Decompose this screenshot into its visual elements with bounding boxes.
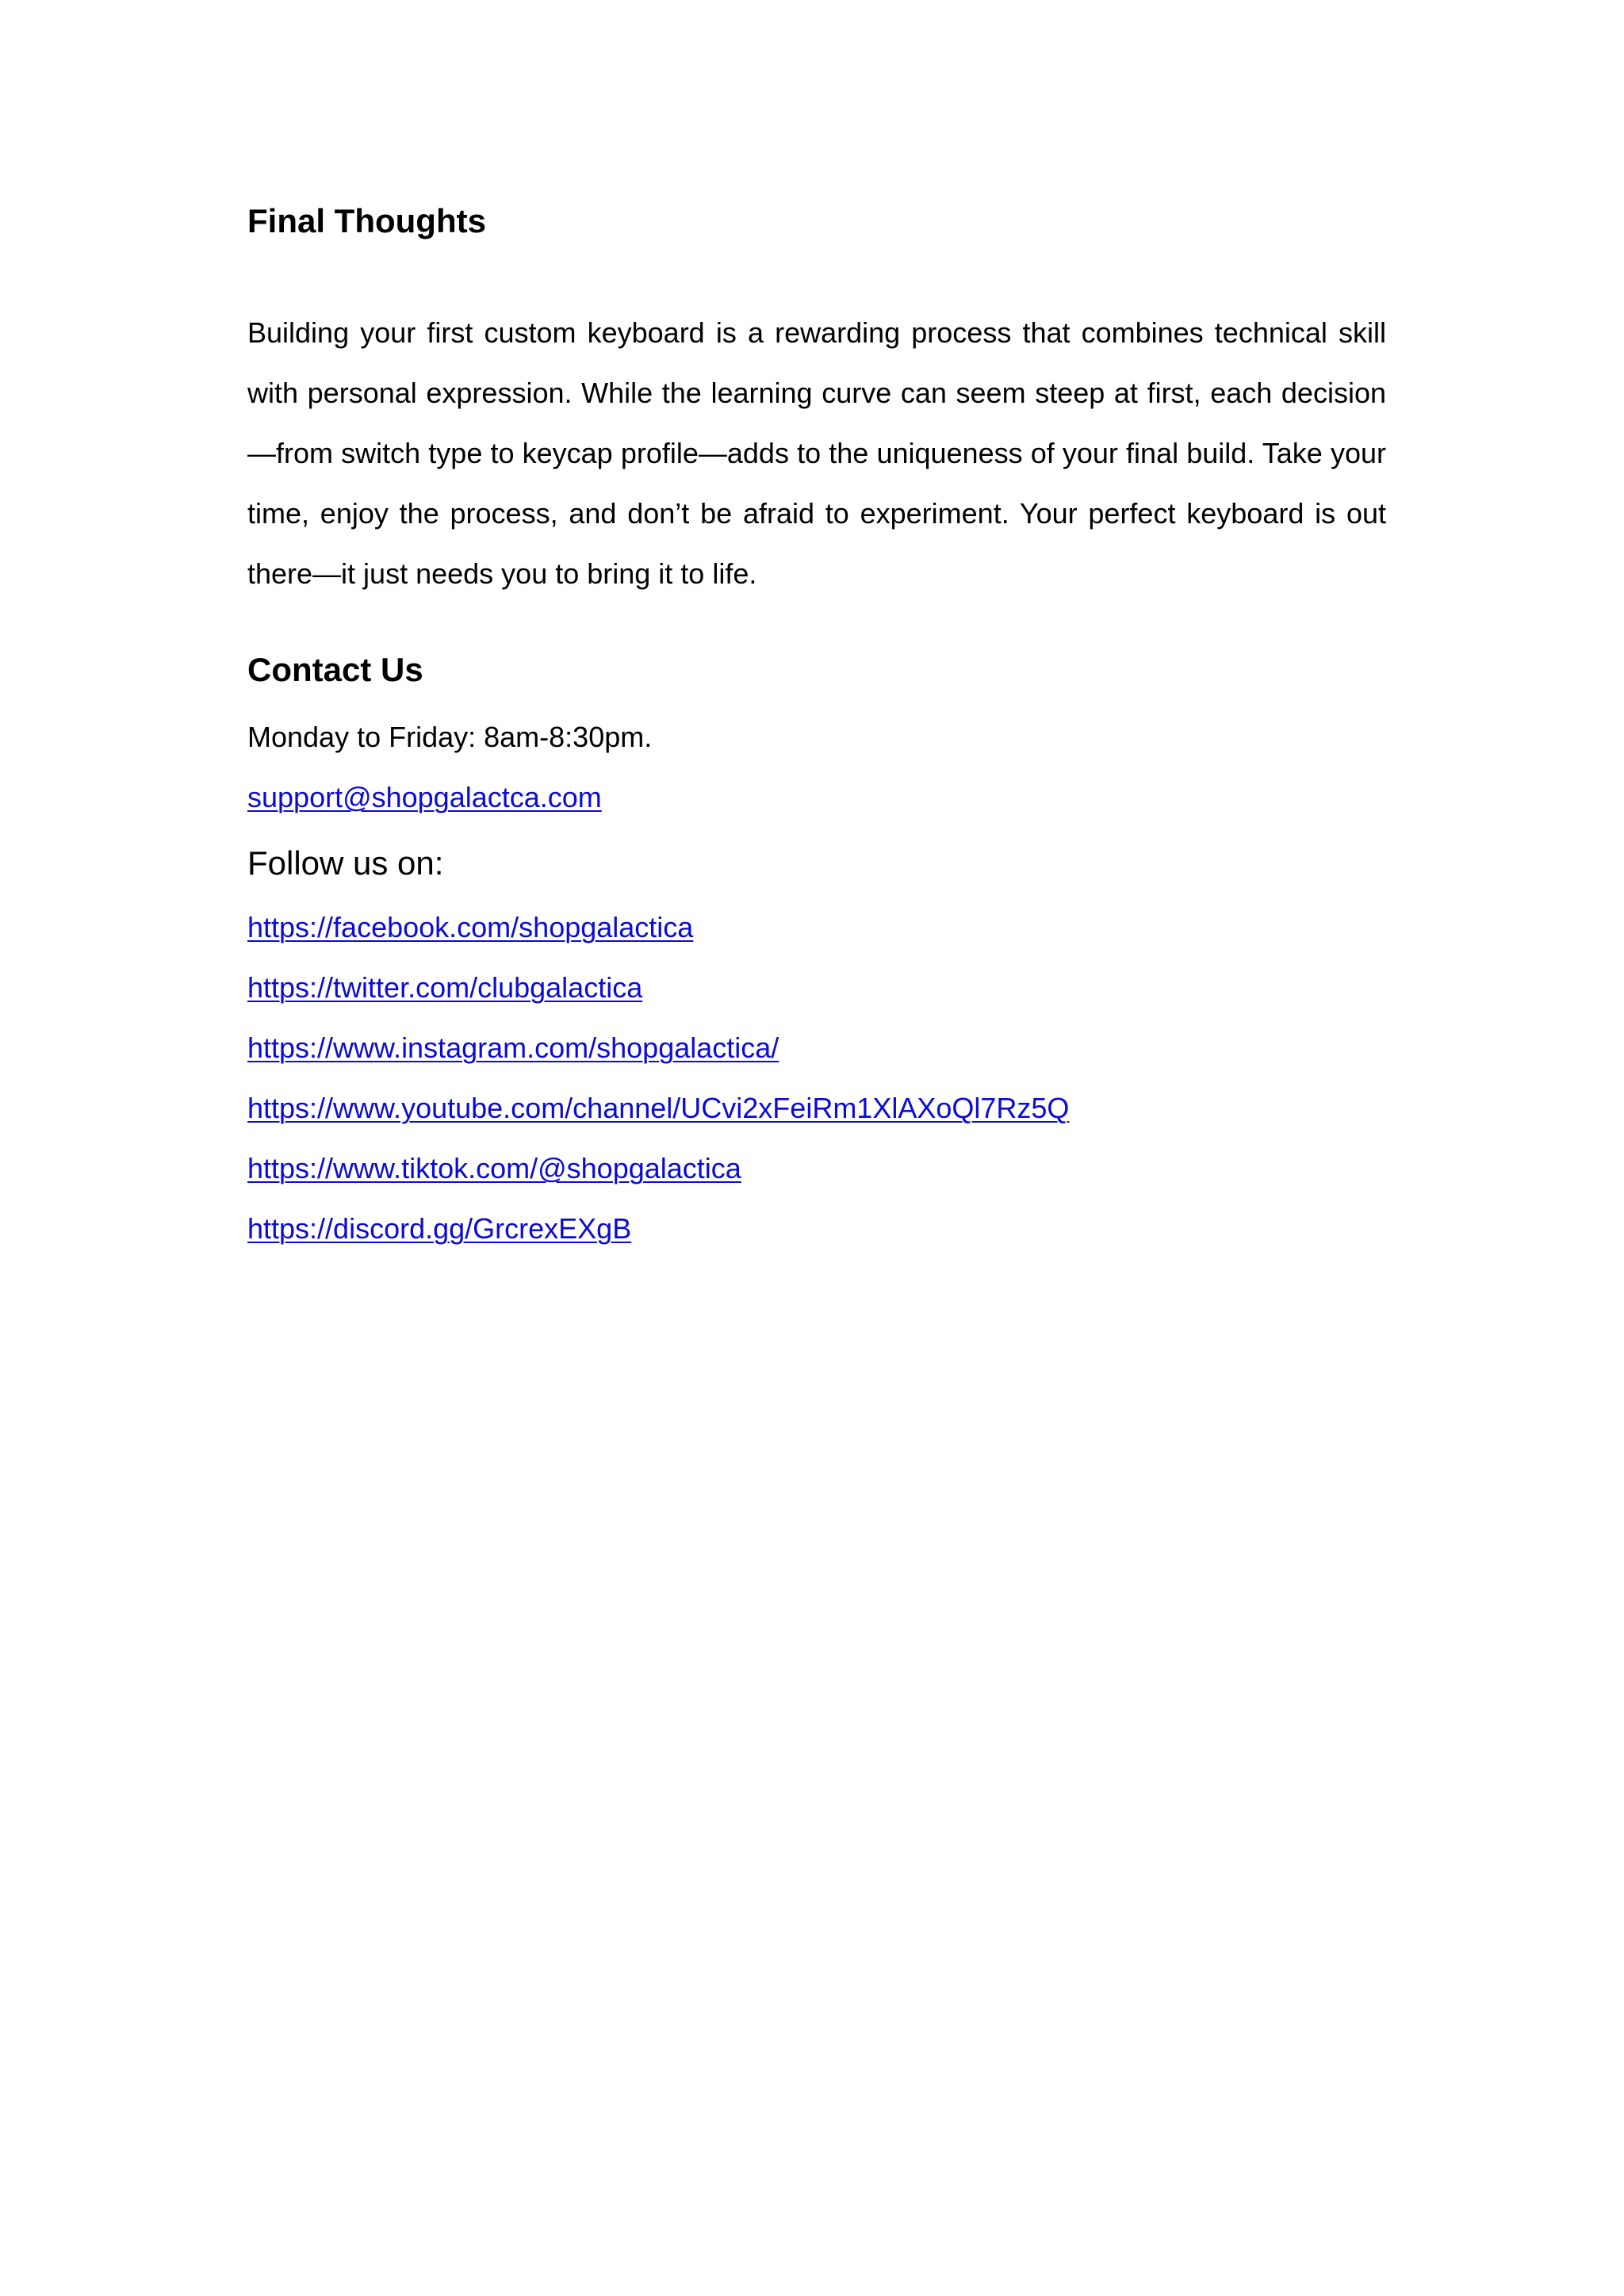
discord-link[interactable]: https://discord.gg/GrcrexEXgB xyxy=(247,1212,632,1245)
youtube-link[interactable]: https://www.youtube.com/channel/UCvi2xFeiRm1XlAXoQl7Rz5Q xyxy=(247,1092,1070,1124)
social-link-row xyxy=(247,1150,741,1188)
final-thoughts-paragraph: Building your first custom keyboard is a rewarding process that combines technical skill with personal expression. While the learning curve can seem steep at first, each decision—from switch type to keycap profile—adds to the uniqueness of your final build. Take your time, enjoy the process, and don’t be afraid to experiment. Your perfect keyboard is out there—it just needs you to bring it to life. xyxy=(247,316,1386,590)
twitter-link[interactable]: https://twitter.com/clubgalactica xyxy=(247,971,643,1004)
follow-us-label: Follow us on: xyxy=(247,844,444,882)
social-link-row xyxy=(247,1210,631,1248)
social-link-row xyxy=(247,1089,1069,1127)
tiktok-link[interactable]: https://www.tiktok.com/@shopgalactica xyxy=(247,1152,741,1184)
social-link-row xyxy=(247,909,693,947)
facebook-link[interactable]: https://facebook.com/shopgalactica xyxy=(247,911,694,943)
support-email-link[interactable]: support@shopgalactca.com xyxy=(247,781,602,813)
instagram-link[interactable]: https://www.instagram.com/shopgalactica/ xyxy=(247,1031,779,1064)
support-email-row xyxy=(247,779,602,817)
contact-us-heading: Contact Us xyxy=(247,651,423,688)
social-link-row xyxy=(247,969,642,1007)
social-link-row xyxy=(247,1029,779,1067)
final-thoughts-heading: Final Thoughts xyxy=(247,202,486,239)
business-hours: Monday to Friday: 8am-8:30pm. xyxy=(247,721,653,753)
